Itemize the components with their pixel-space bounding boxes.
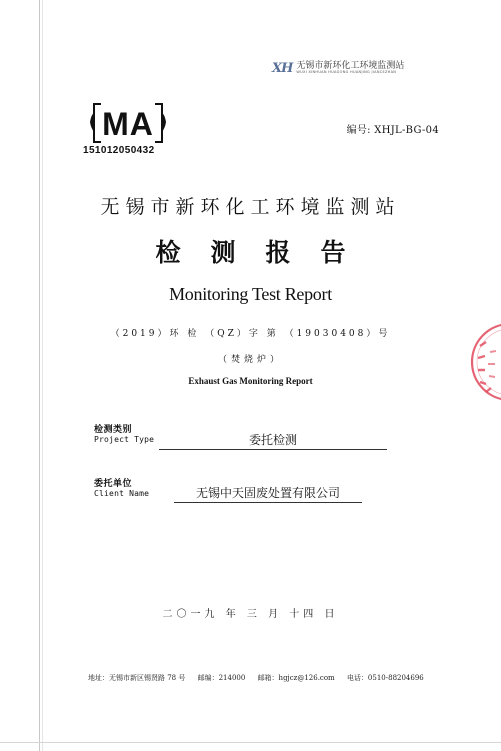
footer-email: 邮箱：hgjcz@126.com [257, 674, 335, 682]
document-number: 编号: XHJL-BG-04 [346, 125, 439, 136]
report-title-en: Monitoring Test Report [169, 284, 332, 304]
xh-logo-icon: XH [272, 60, 293, 76]
client-label-cn: 委托单位 [94, 479, 133, 489]
report-subtitle: Exhaust Gas Monitoring Report [188, 376, 313, 386]
project-type-label-en: Project Type [94, 435, 155, 444]
logo-name-en: WUXI XINHUAN HUAGONG HUANJING JIANCEZHAN [296, 69, 397, 74]
report-title-cn: 检测报告 [155, 238, 376, 267]
footer-phone: 电话：0510-88204696 [346, 674, 424, 682]
project-type-value: 委托检测 [159, 431, 387, 450]
cma-certification-icon [87, 101, 169, 145]
logo-name-cn: 无锡市新环化工环境监测站 [296, 60, 405, 71]
footer-postcode: 邮编：214000 [197, 674, 246, 682]
client-label-en: Client Name [94, 489, 150, 498]
footer-contact-line [88, 673, 434, 683]
ma-certificate-number: 151012050432 [83, 145, 155, 156]
client-value: 无锡中天固废处置有限公司 [174, 484, 362, 503]
page-edge-bottom [0, 742, 501, 743]
issue-date: 二〇一九 年 三 月 十四 日 [162, 609, 339, 620]
footer-address: 地址：无锡市新区锡贤路 78 号 [88, 674, 186, 682]
station-logo [272, 59, 404, 77]
red-seal-stamp [466, 318, 501, 406]
logo-text-block [296, 62, 404, 75]
ma-text: MA [102, 106, 154, 142]
report-subtype: （焚烧炉） [217, 355, 283, 365]
report-code: （2019）环 检 （QZ）字 第 （19030408）号 [110, 329, 391, 339]
station-title: 无锡市新环化工环境监测站 [100, 196, 401, 218]
project-type-label-cn: 检测类别 [94, 425, 133, 435]
